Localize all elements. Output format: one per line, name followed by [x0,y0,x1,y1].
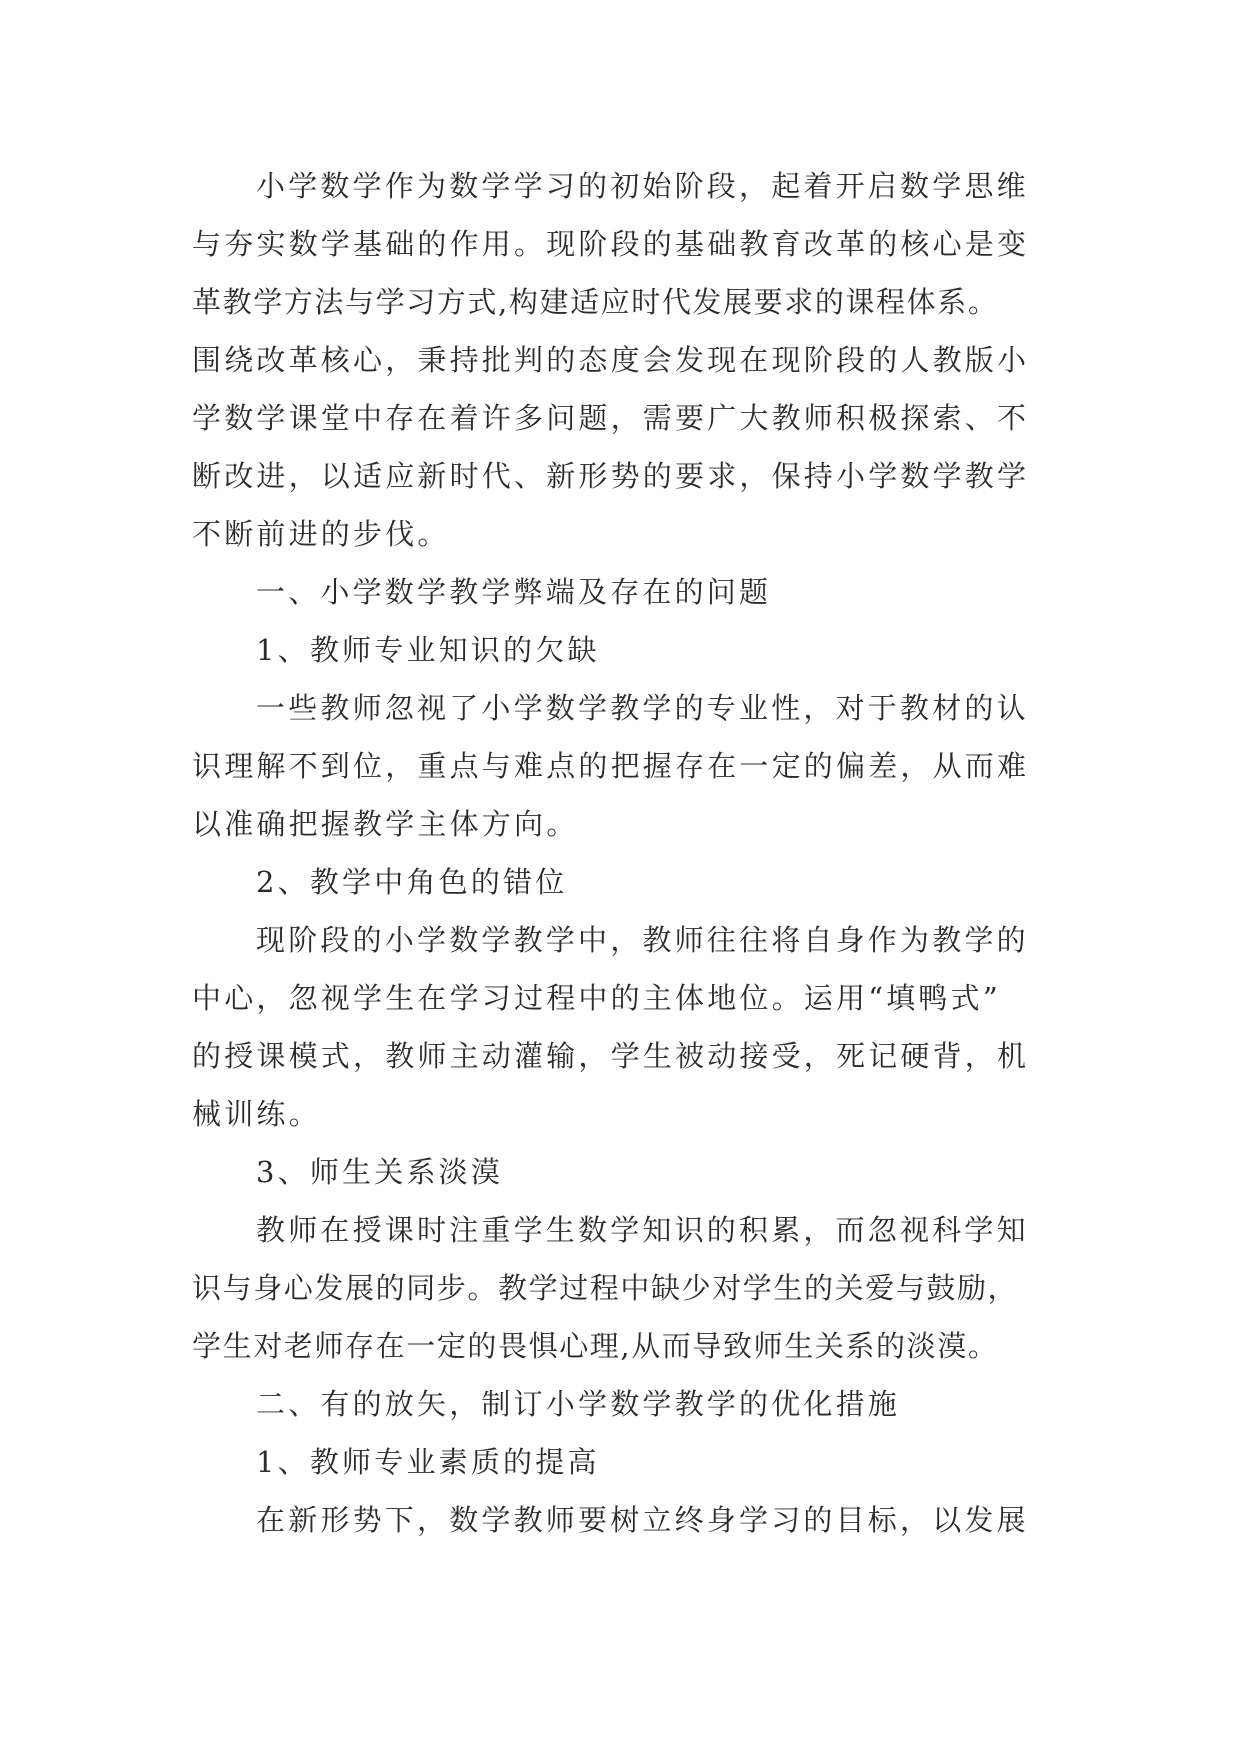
subsection-heading: 3、师生关系淡漠 [256,1155,504,1189]
section-heading: 二、有的放矢，制订小学数学教学的优化措施 [256,1387,901,1421]
paragraph-line: 现阶段的小学数学教学中，教师往往将自身作为教学的 [256,923,1029,957]
subsection-heading: 2、教学中角色的错位 [256,865,568,899]
paragraph-line: 与夯实数学基础的作用。现阶段的基础教育改革的核心是变 [192,227,1030,261]
paragraph-line: 一些教师忽视了小学数学教学的专业性，对于教材的认 [256,691,1029,725]
paragraph-line: 断改进，以适应新时代、新形势的要求，保持小学数学教学 [192,459,1030,493]
subsection-heading: 1、教师专业知识的欠缺 [256,633,600,667]
paragraph-line: 围绕改革核心，秉持批判的态度会发现在现阶段的人教版小 [192,343,1030,377]
paragraph-line: 小学数学作为数学学习的初始阶段，起着开启数学思维 [256,169,1029,203]
paragraph-line: 在新形势下，数学教师要树立终身学习的目标，以发展 [256,1503,1029,1537]
paragraph-line: 学数学课堂中存在着许多问题，需要广大教师积极探索、不 [192,401,1030,435]
document-body [192,157,1052,1549]
paragraph-line: 中心，忽视学生在学习过程中的主体地位。运用“填鸭式” [192,981,1001,1015]
paragraph-line: 不断前进的步伐。 [192,517,450,551]
section-heading: 一、小学数学教学弊端及存在的问题 [256,575,772,609]
paragraph-line: 识与身心发展的同步。教学过程中缺少对学生的关爱与鼓励， [192,1271,1019,1305]
paragraph-line: 械训练。 [192,1097,321,1131]
paragraph-line: 识理解不到位，重点与难点的把握存在一定的偏差，从而难 [192,749,1030,783]
subsection-heading: 1、教师专业素质的提高 [256,1445,600,1479]
paragraph-line: 教师在授课时注重学生数学知识的积累，而忽视科学知 [256,1213,1029,1247]
paragraph-line: 的授课模式，教师主动灌输，学生被动接受，死记硬背，机 [192,1039,1030,1073]
paragraph-line: 以准确把握教学主体方向。 [192,807,579,841]
paragraph-line: 革教学方法与学习方式,构建适应时代发展要求的课程体系。 [192,285,999,319]
paragraph-line: 学生对老师存在一定的畏惧心理,从而导致师生关系的淡漠。 [192,1329,999,1363]
